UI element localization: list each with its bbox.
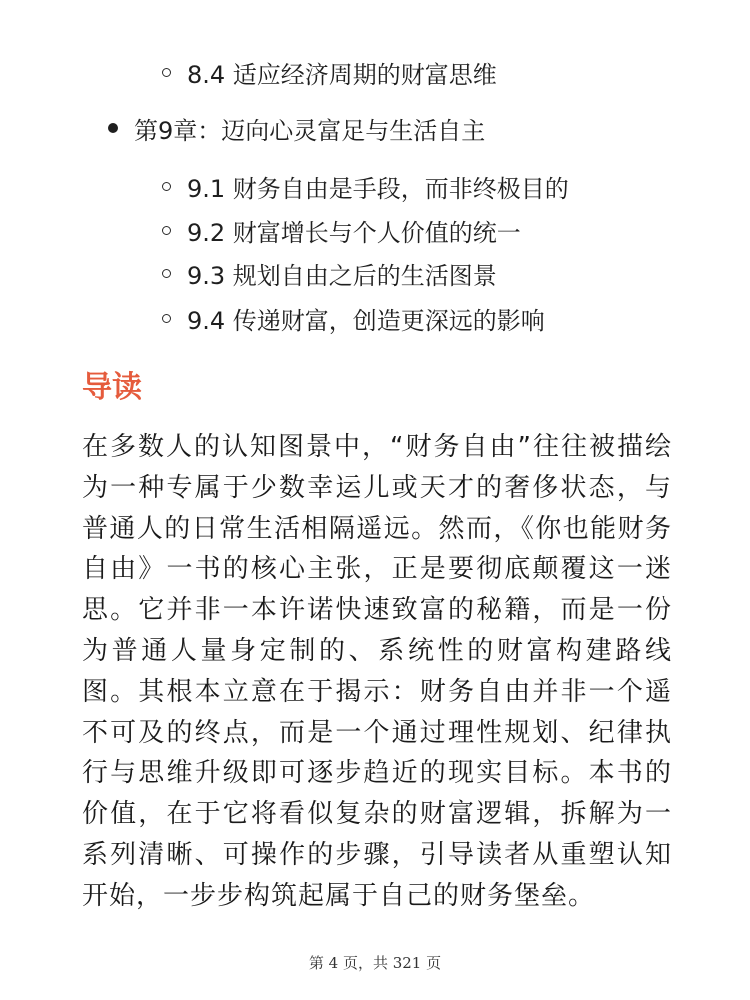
- toc-item-label: 9.4 传递财富，创造更深远的影响: [187, 306, 545, 335]
- toc-item-9-1: [162, 166, 569, 206]
- circle-bullet-icon: [162, 182, 171, 191]
- toc-chapter-9: [108, 108, 485, 148]
- toc-item-9-3: [162, 253, 497, 293]
- section-heading: 导读: [82, 370, 142, 405]
- toc-item-label: 9.3 规划自由之后的生活图景: [187, 261, 497, 290]
- toc-item-8-4: [162, 52, 497, 92]
- intro-paragraph: 在多数人的认知图景中，“财务自由”往往被描绘为一种专属于少数幸运儿或天才的奢侈状态，与普通人的日常生活相隔遥远。然而，《你也能财务自由》一书的核心主张，正是要彻底颠覆这一迷思。它并非一本许诺快速致富的秘籍，而是一份为普通人量身定制的、系统性的财富构建路线图。其根本立意在于揭示：财务自由并非一个遥不可及的终点，而是一个通过理性规划、纪律执行与思维升级即可逐步趋近的现实目标。本书的价值，在于它将看似复杂的财富逻辑，拆解为一系列清晰、可操作的步骤，引导读者从重塑认知开始，一步步构筑起属于自己的财务堡垒。: [82, 432, 672, 911]
- disc-bullet-icon: [108, 123, 118, 133]
- page-number: 第 4 页，共 321 页: [308, 954, 442, 972]
- toc-item-9-4: [162, 298, 545, 338]
- toc-item-label: 9.1 财务自由是手段，而非终极目的: [187, 174, 569, 203]
- circle-bullet-icon: [162, 68, 171, 77]
- toc-item-9-2: [162, 210, 521, 250]
- toc-item-label: 9.2 财富增长与个人价值的统一: [187, 218, 521, 247]
- circle-bullet-icon: [162, 226, 171, 235]
- toc-item-label: 8.4 适应经济周期的财富思维: [187, 60, 497, 89]
- circle-bullet-icon: [162, 269, 171, 278]
- toc-chapter-label: 第9章：迈向心灵富足与生活自主: [134, 116, 486, 145]
- circle-bullet-icon: [162, 314, 171, 323]
